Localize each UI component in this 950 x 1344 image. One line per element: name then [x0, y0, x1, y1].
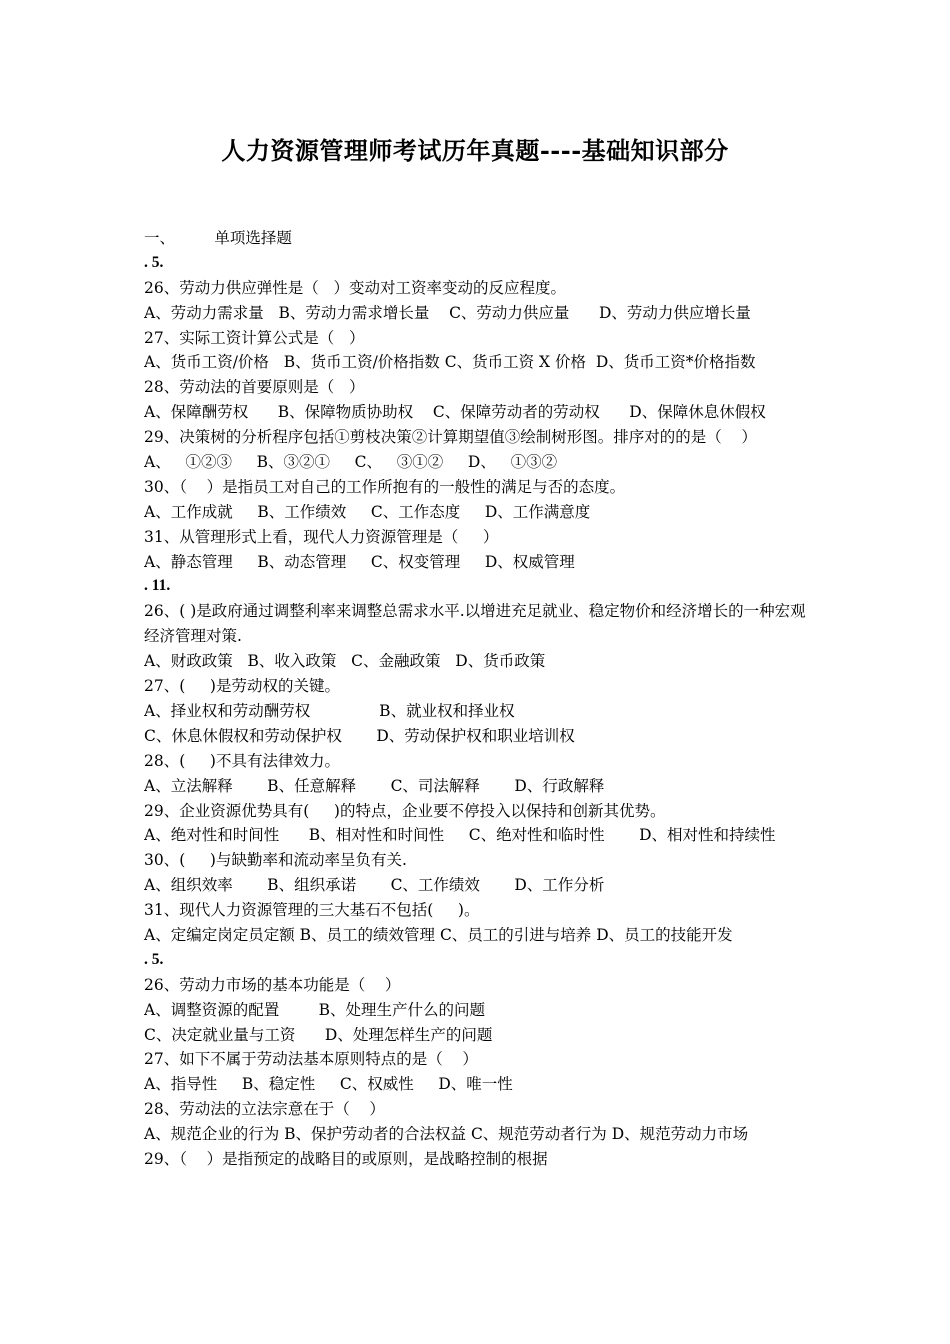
section-marker: . 5.	[144, 950, 164, 968]
question-line: 28、劳动法的立法宗意在于（ ）	[144, 1100, 385, 1119]
document-body	[144, 226, 814, 1172]
options-line: A、工作成就 B、工作绩效 C、工作态度 D、工作满意度	[144, 502, 591, 521]
options-line: A、劳动力需求量 B、劳动力需求增长量 C、劳动力供应量 D、劳动力供应增长量	[144, 303, 751, 322]
section-marker: . 11.	[144, 577, 171, 595]
document-title: 人力资源管理师考试历年真题----基础知识部分	[221, 136, 729, 165]
question-line: 26、劳动力供应弹性是（ ）变动对工资率变动的反应程度。	[144, 278, 567, 297]
question-line: 31、现代人力资源管理的三大基石不包括( )。	[144, 901, 480, 920]
question-line: 27、( )是劳动权的关键。	[144, 677, 340, 696]
options-line: A、规范企业的行为 B、保护劳动者的合法权益 C、规范劳动者行为 D、规范劳动力市场	[144, 1125, 749, 1144]
options-line: A、货币工资/价格 B、货币工资/价格指数 C、货币工资 X 价格 D、货币工资*价格指数	[144, 353, 756, 372]
question-line: 28、劳动法的首要原则是（ ）	[144, 378, 365, 397]
question-line: 27、实际工资计算公式是（ ）	[144, 328, 365, 347]
question-line: 30、（ ）是指员工对自己的工作所抱有的一般性的满足与否的态度。	[144, 477, 626, 496]
options-line: A、保障酬劳权 B、保障物质协助权 C、保障劳动者的劳动权 D、保障休息休假权	[144, 403, 766, 422]
question-line: 29、企业资源优势具有( )的特点，企业要不停投入以保持和创新其优势。	[144, 801, 666, 820]
options-line: A、财政政策 B、收入政策 C、金融政策 D、货币政策	[144, 652, 546, 671]
options-line: A、 ①②③ B、③②① C、 ③①② D、 ①③②	[144, 453, 558, 472]
question-line: 28、( )不具有法律效力。	[144, 751, 340, 770]
options-line: A、绝对性和时间性 B、相对性和时间性 C、绝对性和临时性 D、相对性和持续性	[144, 826, 776, 845]
options-line: C、休息休假权和劳动保护权 D、劳动保护权和职业培训权	[144, 726, 575, 745]
question-line: 29、决策树的分析程序包括①剪枝决策②计算期望值③绘制树形图。排序对的的是（ ）	[144, 428, 757, 447]
options-line: A、调整资源的配置 B、处理生产什么的问题	[144, 1000, 486, 1019]
section-marker: . 5.	[144, 253, 164, 271]
options-line: A、定编定岗定员定额 B、员工的绩效管理 C、员工的引进与培养 D、员工的技能开发	[144, 925, 733, 944]
question-line: 30、( )与缺勤率和流动率呈负有关.	[144, 851, 407, 870]
options-line: A、组织效率 B、组织承诺 C、工作绩效 D、工作分析	[144, 876, 605, 895]
question-line: 26、( )是政府通过调整利率来调整总需求水平.以增进充足就业、稳定物价和经济增长的一种宏观经济管理对策.	[144, 602, 806, 646]
options-line: A、择业权和劳动酬劳权 B、就业权和择业权	[144, 701, 515, 720]
question-line: 27、如下不属于劳动法基本原则特点的是（ ）	[144, 1050, 478, 1069]
options-line: A、静态管理 B、动态管理 C、权变管理 D、权威管理	[144, 552, 575, 571]
question-line: 29、（ ）是指预定的战略目的或原则，是战略控制的根据	[144, 1150, 548, 1169]
options-line: A、指导性 B、稳定性 C、权威性 D、唯一性	[144, 1075, 513, 1094]
options-line: A、立法解释 B、任意解释 C、司法解释 D、行政解释	[144, 776, 605, 795]
section-heading: 一、 单项选择题	[144, 229, 292, 247]
options-line: C、决定就业量与工资 D、处理怎样生产的问题	[144, 1025, 493, 1044]
question-line: 26、劳动力市场的基本功能是（ ）	[144, 975, 401, 994]
question-line: 31、从管理形式上看，现代人力资源管理是（ ）	[144, 527, 499, 546]
